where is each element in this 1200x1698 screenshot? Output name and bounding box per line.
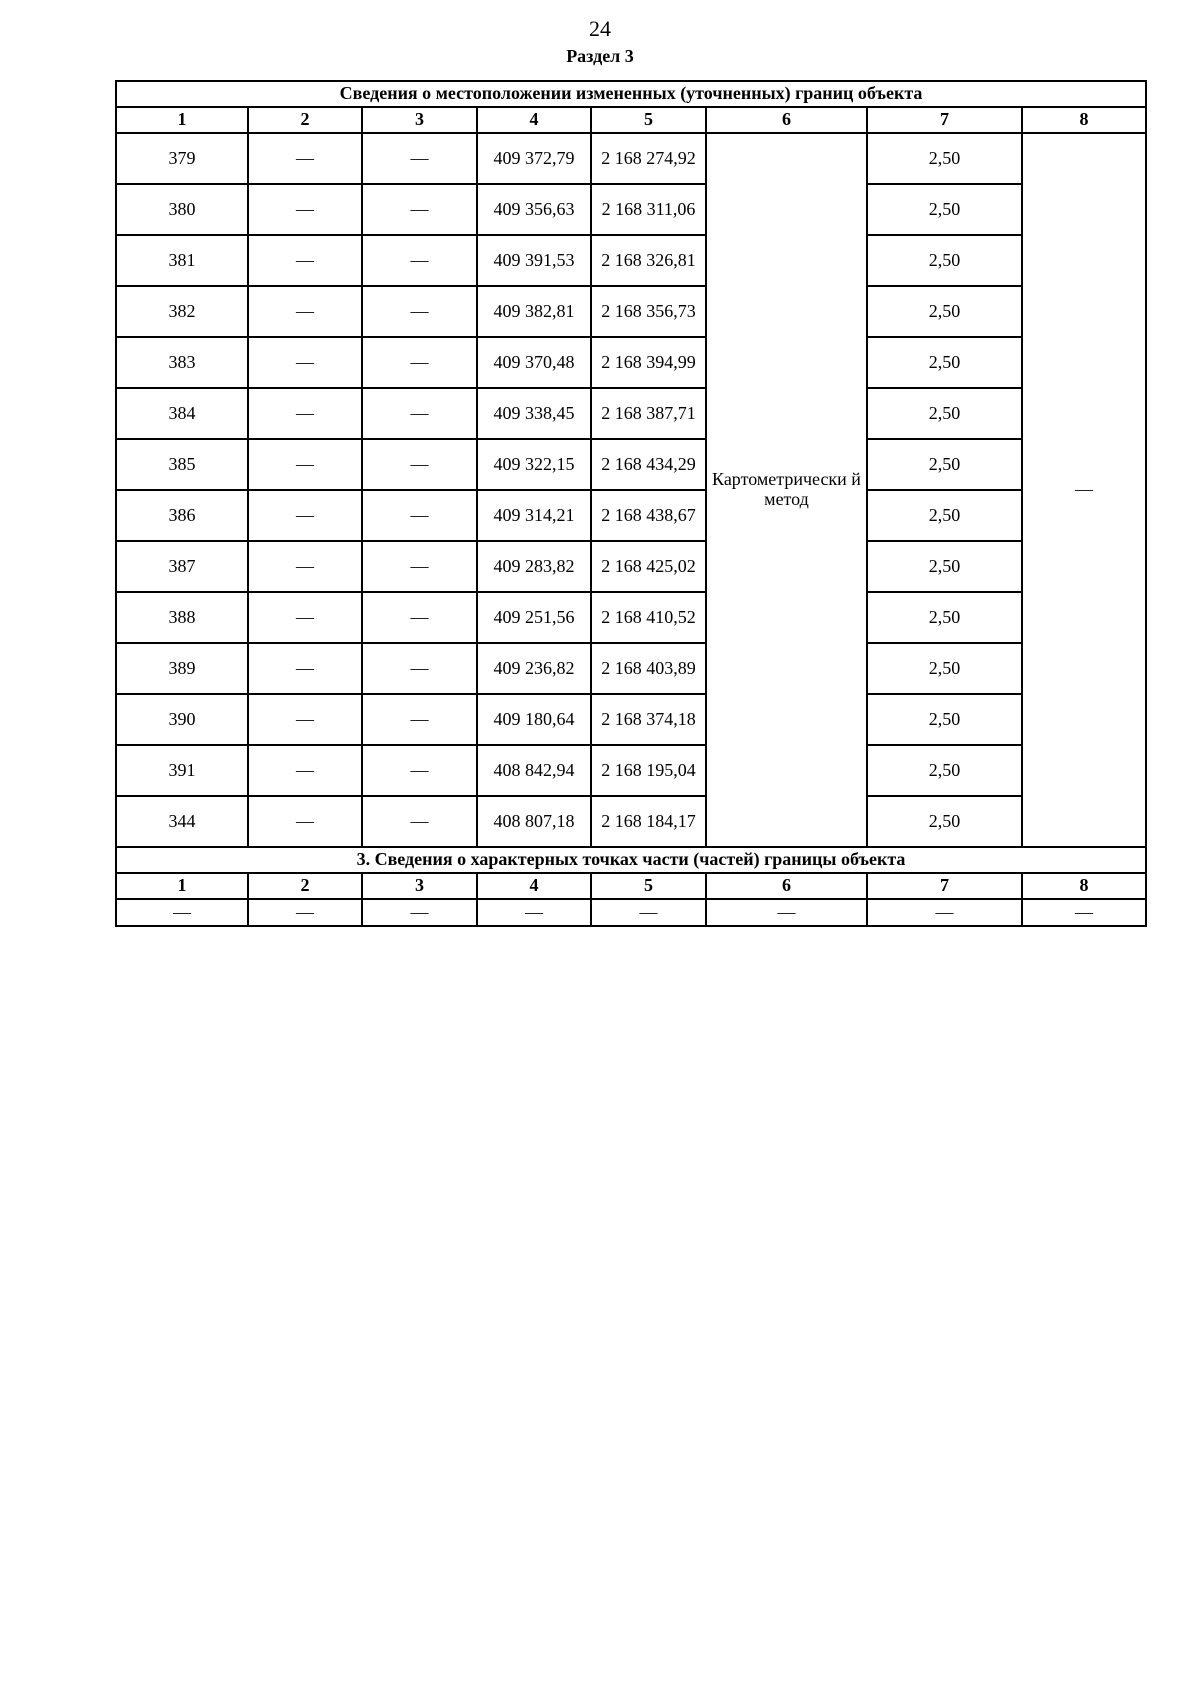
y-coordinate: 2 168 184,17: [591, 796, 706, 847]
header-cell: 4: [477, 107, 591, 133]
accuracy-value: 2,50: [867, 235, 1022, 286]
table-row: [116, 388, 1146, 439]
y-coordinate: 2 168 374,18: [591, 694, 706, 745]
y-coordinate: 2 168 195,04: [591, 745, 706, 796]
x-coordinate: 409 283,82: [477, 541, 591, 592]
boundary-table: [115, 80, 1147, 927]
header-cell: 7: [867, 107, 1022, 133]
accuracy-value: 2,50: [867, 643, 1022, 694]
col3-value: —: [362, 235, 477, 286]
col3-value: —: [362, 133, 477, 184]
col2-value: —: [248, 490, 362, 541]
col2-value: —: [248, 388, 362, 439]
accuracy-value: 2,50: [867, 133, 1022, 184]
col2-value: —: [248, 694, 362, 745]
table-title: Сведения о местоположении измененных (уточненных) границ объекта: [116, 81, 1146, 107]
col3-value: —: [362, 337, 477, 388]
y-coordinate: 2 168 274,92: [591, 133, 706, 184]
table-row: [116, 490, 1146, 541]
header-cell: 3: [362, 107, 477, 133]
accuracy-value: 2,50: [867, 592, 1022, 643]
section3-header-cell: 5: [591, 873, 706, 899]
col3-value: —: [362, 490, 477, 541]
section3-header-cell: 8: [1022, 873, 1146, 899]
point-number: 391: [116, 745, 248, 796]
header-cell: 6: [706, 107, 867, 133]
point-number: 382: [116, 286, 248, 337]
header-cell: 1: [116, 107, 248, 133]
col2-value: —: [248, 133, 362, 184]
y-coordinate: 2 168 394,99: [591, 337, 706, 388]
y-coordinate: 2 168 438,67: [591, 490, 706, 541]
table-row: [116, 337, 1146, 388]
accuracy-value: 2,50: [867, 286, 1022, 337]
section3-header-cell: 1: [116, 873, 248, 899]
col2-value: —: [248, 235, 362, 286]
table-row: [116, 694, 1146, 745]
y-coordinate: 2 168 434,29: [591, 439, 706, 490]
table-row: [116, 286, 1146, 337]
accuracy-value: 2,50: [867, 796, 1022, 847]
section3-header-cell: 4: [477, 873, 591, 899]
point-number: 388: [116, 592, 248, 643]
point-number: 386: [116, 490, 248, 541]
table-row: [116, 796, 1146, 847]
section3-title-row: [116, 847, 1146, 873]
table-row: [116, 592, 1146, 643]
col3-value: —: [362, 745, 477, 796]
col3-value: —: [362, 439, 477, 490]
point-number: 389: [116, 643, 248, 694]
x-coordinate: 409 338,45: [477, 388, 591, 439]
col8-cell: —: [1022, 133, 1146, 847]
x-coordinate: 409 251,56: [477, 592, 591, 643]
table-row: [116, 133, 1146, 184]
section3-cell: —: [867, 899, 1022, 926]
col3-value: —: [362, 592, 477, 643]
table-row: [116, 745, 1146, 796]
col3-value: —: [362, 694, 477, 745]
col3-value: —: [362, 796, 477, 847]
section3-cell: —: [248, 899, 362, 926]
section3-title: 3. Сведения о характерных точках части (частей) границы объекта: [116, 847, 1146, 873]
col2-value: —: [248, 541, 362, 592]
col3-value: —: [362, 184, 477, 235]
x-coordinate: 409 382,81: [477, 286, 591, 337]
accuracy-value: 2,50: [867, 694, 1022, 745]
x-coordinate: 408 842,94: [477, 745, 591, 796]
accuracy-value: 2,50: [867, 337, 1022, 388]
table-row: [116, 184, 1146, 235]
x-coordinate: 408 807,18: [477, 796, 591, 847]
accuracy-value: 2,50: [867, 490, 1022, 541]
section3-cell: —: [116, 899, 248, 926]
x-coordinate: 409 180,64: [477, 694, 591, 745]
col2-value: —: [248, 286, 362, 337]
table-title-row: [116, 81, 1146, 107]
point-number: 390: [116, 694, 248, 745]
page-number: 24: [589, 16, 611, 41]
table-row: [116, 439, 1146, 490]
col3-value: —: [362, 388, 477, 439]
col3-value: —: [362, 541, 477, 592]
x-coordinate: 409 322,15: [477, 439, 591, 490]
table-row: [116, 541, 1146, 592]
y-coordinate: 2 168 387,71: [591, 388, 706, 439]
section3-cell: —: [591, 899, 706, 926]
y-coordinate: 2 168 356,73: [591, 286, 706, 337]
point-number: 384: [116, 388, 248, 439]
section-title: Раздел 3: [566, 46, 634, 66]
point-number: 387: [116, 541, 248, 592]
col2-value: —: [248, 337, 362, 388]
section3-data-row: [116, 899, 1146, 926]
section3-header-cell: 3: [362, 873, 477, 899]
point-number: 380: [116, 184, 248, 235]
section3-cell: —: [362, 899, 477, 926]
accuracy-value: 2,50: [867, 184, 1022, 235]
section3-cell: —: [477, 899, 591, 926]
x-coordinate: 409 370,48: [477, 337, 591, 388]
col2-value: —: [248, 184, 362, 235]
section3-cell: —: [706, 899, 867, 926]
accuracy-value: 2,50: [867, 745, 1022, 796]
section3-header-cell: 6: [706, 873, 867, 899]
section3-header-cell: 2: [248, 873, 362, 899]
x-coordinate: 409 314,21: [477, 490, 591, 541]
section3-header-cell: 7: [867, 873, 1022, 899]
col2-value: —: [248, 745, 362, 796]
x-coordinate: 409 236,82: [477, 643, 591, 694]
point-number: 381: [116, 235, 248, 286]
y-coordinate: 2 168 403,89: [591, 643, 706, 694]
header-cell: 2: [248, 107, 362, 133]
y-coordinate: 2 168 326,81: [591, 235, 706, 286]
col2-value: —: [248, 643, 362, 694]
point-number: 344: [116, 796, 248, 847]
header-row: [116, 107, 1146, 133]
accuracy-value: 2,50: [867, 439, 1022, 490]
table-row: [116, 235, 1146, 286]
col2-value: —: [248, 439, 362, 490]
col2-value: —: [248, 592, 362, 643]
section3-header-row: [116, 873, 1146, 899]
y-coordinate: 2 168 410,52: [591, 592, 706, 643]
x-coordinate: 409 356,63: [477, 184, 591, 235]
point-number: 385: [116, 439, 248, 490]
header-cell: 5: [591, 107, 706, 133]
x-coordinate: 409 391,53: [477, 235, 591, 286]
section3-cell: —: [1022, 899, 1146, 926]
col3-value: —: [362, 286, 477, 337]
y-coordinate: 2 168 425,02: [591, 541, 706, 592]
accuracy-value: 2,50: [867, 541, 1022, 592]
method-cell: Картометрически й метод: [706, 133, 867, 847]
accuracy-value: 2,50: [867, 388, 1022, 439]
col3-value: —: [362, 643, 477, 694]
header-cell: 8: [1022, 107, 1146, 133]
x-coordinate: 409 372,79: [477, 133, 591, 184]
point-number: 383: [116, 337, 248, 388]
col2-value: —: [248, 796, 362, 847]
point-number: 379: [116, 133, 248, 184]
y-coordinate: 2 168 311,06: [591, 184, 706, 235]
table-row: [116, 643, 1146, 694]
